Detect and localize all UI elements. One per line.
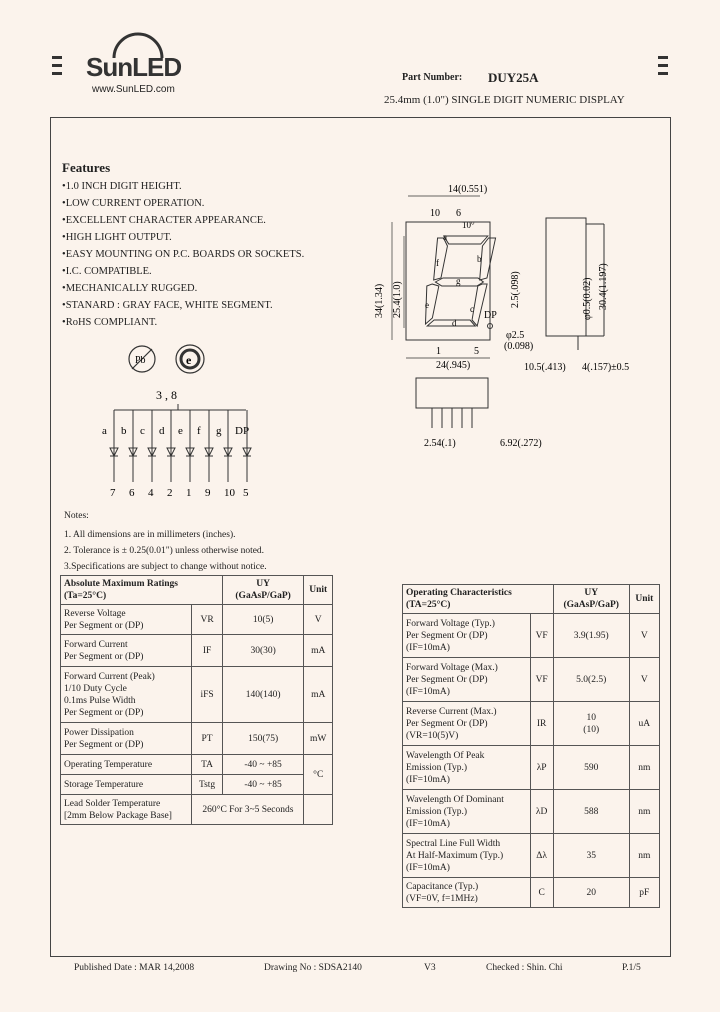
dim-seg-width: 2.5(.098) bbox=[510, 271, 521, 308]
segment-label: e bbox=[178, 425, 183, 437]
table-row bbox=[403, 658, 660, 702]
note-item: 1. All dimensions are in millimeters (inches). bbox=[64, 530, 236, 540]
segment-label: a bbox=[102, 425, 107, 437]
cell-param: Reverse Current (Max.) Per Segment Or (DP) (VR=10(5)V) bbox=[403, 702, 531, 746]
part-number: DUY25A bbox=[488, 70, 539, 85]
cell-param: Capacitance (Typ.) (VF=0V, f=1MHz) bbox=[403, 878, 531, 908]
logo-bars-left-icon bbox=[52, 56, 62, 80]
dim-top-width: 14(0.551) bbox=[448, 184, 488, 195]
feature-item: •EASY MOUNTING ON P.C. BOARDS OR SOCKETS. bbox=[62, 249, 305, 260]
cell-val: 260°C For 3~5 Seconds bbox=[192, 795, 304, 825]
feature-item: •1.0 INCH DIGIT HEIGHT. bbox=[62, 181, 182, 192]
seg-label-b: b bbox=[477, 254, 482, 264]
dim-dp-dia-in: (0.098) bbox=[504, 341, 534, 352]
cell-unit: V bbox=[629, 658, 659, 702]
cell-unit: mA bbox=[304, 667, 333, 723]
dim-side-height: 30.4(1.197) bbox=[598, 263, 609, 310]
cell-val: 588 bbox=[553, 790, 629, 834]
notes-list bbox=[64, 527, 267, 575]
circuit-diagram bbox=[90, 382, 270, 500]
cell-param: Spectral Line Full Width At Half-Maximum (Typ.) (IF=10mA) bbox=[403, 834, 531, 878]
pin-label: 2 bbox=[167, 487, 173, 499]
cell-sym: λD bbox=[530, 790, 553, 834]
feature-item: •MECHANICALLY RUGGED. bbox=[62, 283, 198, 294]
pin-label: 10 bbox=[224, 487, 235, 499]
table-row bbox=[61, 723, 333, 755]
table-row bbox=[61, 795, 333, 825]
cell-unit: V bbox=[304, 605, 333, 635]
dim-tilt: 10° bbox=[462, 220, 475, 230]
checked-by: Checked : Shin. Chi bbox=[486, 963, 563, 973]
seg-label-g: g bbox=[456, 276, 461, 286]
cell-unit: nm bbox=[629, 746, 659, 790]
table-row bbox=[403, 790, 660, 834]
seg-label-a: a bbox=[443, 232, 447, 242]
cell-unit: uA bbox=[629, 702, 659, 746]
cell-param: Wavelength Of Dominant Emission (Typ.) (IF=10mA) bbox=[403, 790, 531, 834]
cell-param: Operating Temperature bbox=[61, 755, 192, 775]
dim-dp-label: DP bbox=[484, 310, 497, 321]
cell-param: Storage Temperature bbox=[61, 775, 192, 795]
features-title: Features bbox=[62, 160, 111, 175]
cell-sym: PT bbox=[192, 723, 222, 755]
cell-param: Wavelength Of Peak Emission (Typ.) (IF=10mA) bbox=[403, 746, 531, 790]
cell-val: 150(75) bbox=[222, 723, 304, 755]
note-item: 3.Specifications are subject to change without notice. bbox=[64, 562, 267, 572]
cell-param: Power Dissipation Per Segment or (DP) bbox=[61, 723, 192, 755]
logo: SunLED bbox=[86, 52, 182, 82]
common-pins: 3 , 8 bbox=[156, 388, 177, 402]
cell-param: Reverse Voltage Per Segment or (DP) bbox=[61, 605, 192, 635]
cell-sym: Δλ bbox=[530, 834, 553, 878]
dim-digit-height: 25.4(1.0) bbox=[392, 281, 403, 318]
cell-sym: TA bbox=[192, 755, 222, 775]
pin-label: 7 bbox=[110, 487, 116, 499]
header-uy: UY (GaAsP/GaP) bbox=[222, 576, 304, 605]
table-row bbox=[61, 755, 333, 775]
cell-sym: λP bbox=[530, 746, 553, 790]
dim-height-total: 34(1.34) bbox=[374, 283, 385, 318]
table-header bbox=[403, 585, 660, 614]
version: V3 bbox=[424, 963, 436, 973]
table-row bbox=[61, 667, 333, 723]
pin-label: 4 bbox=[148, 487, 154, 499]
note-item: 2. Tolerance is ± 0.25(0.01") unless otherwise noted. bbox=[64, 546, 265, 556]
cell-param: Forward Voltage (Typ.) Per Segment Or (DP) (IF=10mA) bbox=[403, 614, 531, 658]
cell-unit: V bbox=[629, 614, 659, 658]
dim-pin5: 5 bbox=[474, 346, 479, 357]
op-char-table bbox=[402, 584, 660, 908]
cell-sym: C bbox=[530, 878, 553, 908]
published-date: Published Date : MAR 14,2008 bbox=[74, 963, 195, 973]
header-uy: UY (GaAsP/GaP) bbox=[553, 585, 629, 614]
feature-item: •LOW CURRENT OPERATION. bbox=[62, 198, 205, 209]
table-header bbox=[61, 576, 333, 605]
cell-unit: mA bbox=[304, 635, 333, 667]
part-number-label: Part Number: bbox=[402, 72, 463, 83]
seg-label-f: f bbox=[436, 258, 439, 268]
website: www.SunLED.com bbox=[92, 84, 175, 95]
header-param: Operating Characteristics (TA=25°C) bbox=[403, 585, 554, 614]
table-row bbox=[403, 878, 660, 908]
segment-label: f bbox=[197, 425, 201, 437]
segment-label: d bbox=[159, 425, 165, 437]
subtitle: 25.4mm (1.0") SINGLE DIGIT NUMERIC DISPLAY bbox=[384, 94, 625, 106]
cell-unit bbox=[304, 795, 333, 825]
dim-pin-pitch: 2.54(.1) bbox=[424, 438, 456, 449]
cell-unit: nm bbox=[629, 834, 659, 878]
cell-val: 10 (10) bbox=[553, 702, 629, 746]
cell-val: 140(140) bbox=[222, 667, 304, 723]
seg-label-d: d bbox=[452, 318, 457, 328]
header-param: Absolute Maximum Ratings (Ta=25°C) bbox=[61, 576, 223, 605]
logo-bars-right-icon bbox=[658, 56, 668, 80]
dim-pin-dia: φ0.5(0.02) bbox=[582, 277, 593, 320]
table-row bbox=[61, 605, 333, 635]
pin-label: 5 bbox=[243, 487, 249, 499]
seg-label-e: e bbox=[425, 300, 429, 310]
cell-sym: IR bbox=[530, 702, 553, 746]
front-view-drawing bbox=[370, 178, 542, 458]
header-unit: Unit bbox=[304, 576, 333, 605]
cell-sym: VR bbox=[192, 605, 222, 635]
dim-pin1: 1 bbox=[436, 346, 441, 357]
cell-unit: nm bbox=[629, 790, 659, 834]
cell-unit: °C bbox=[304, 755, 333, 795]
cell-val: 590 bbox=[553, 746, 629, 790]
recycle-icon bbox=[174, 343, 206, 375]
segment-label: b bbox=[121, 425, 127, 437]
cell-val: -40 ~ +85 bbox=[222, 755, 304, 775]
cell-sym: iFS bbox=[192, 667, 222, 723]
cell-param: Lead Solder Temperature [2mm Below Package Base] bbox=[61, 795, 192, 825]
table-row bbox=[403, 614, 660, 658]
table-row bbox=[61, 635, 333, 667]
cell-val: 5.0(2.5) bbox=[553, 658, 629, 702]
feature-item: •EXCELLENT CHARACTER APPEARANCE. bbox=[62, 215, 266, 226]
dim-side-pin-len: 4(.157)±0.5 bbox=[582, 362, 630, 373]
cell-val: 10(5) bbox=[222, 605, 304, 635]
dim-dp-dia: φ2.5 bbox=[506, 330, 525, 341]
segment-label: DP bbox=[235, 425, 250, 437]
side-view-drawing bbox=[524, 210, 670, 380]
dim-bottom-width: 24(.945) bbox=[436, 360, 471, 371]
features-list bbox=[62, 178, 304, 331]
abs-max-table bbox=[60, 575, 333, 825]
circuit-columns bbox=[102, 410, 251, 499]
cell-val: 3.9(1.95) bbox=[553, 614, 629, 658]
dim-top-right: 6 bbox=[456, 208, 461, 219]
pin-label: 1 bbox=[186, 487, 192, 499]
header-unit: Unit bbox=[629, 585, 659, 614]
table-row bbox=[61, 775, 333, 795]
cell-sym: VF bbox=[530, 614, 553, 658]
pin-label: 6 bbox=[129, 487, 135, 499]
cell-unit: mW bbox=[304, 723, 333, 755]
dim-top-left: 10 bbox=[430, 208, 440, 219]
table-row bbox=[403, 746, 660, 790]
feature-item: •STANARD : GRAY FACE, WHITE SEGMENT. bbox=[62, 300, 273, 311]
feature-item: •RoHS COMPLIANT. bbox=[62, 317, 158, 328]
cell-unit: pF bbox=[629, 878, 659, 908]
table-row bbox=[403, 702, 660, 746]
cell-param: Forward Current Per Segment or (DP) bbox=[61, 635, 192, 667]
pb-free-icon bbox=[126, 343, 158, 375]
feature-item: •I.C. COMPATIBLE. bbox=[62, 266, 152, 277]
cell-val: 35 bbox=[553, 834, 629, 878]
recycle-text: e bbox=[186, 353, 192, 367]
cell-val: -40 ~ +85 bbox=[222, 775, 304, 795]
dim-row-spacing: 6.92(.272) bbox=[500, 438, 542, 449]
cell-val: 30(30) bbox=[222, 635, 304, 667]
cell-sym: Tstg bbox=[192, 775, 222, 795]
dim-side-depth: 10.5(.413) bbox=[524, 362, 566, 373]
cell-sym: VF bbox=[530, 658, 553, 702]
cell-param: Forward Voltage (Max.) Per Segment Or (DP) (IF=10mA) bbox=[403, 658, 531, 702]
cell-sym: IF bbox=[192, 635, 222, 667]
pin-label: 9 bbox=[205, 487, 211, 499]
seg-label-c: c bbox=[470, 304, 474, 314]
pb-text: Pb bbox=[135, 355, 146, 366]
feature-item: •HIGH LIGHT OUTPUT. bbox=[62, 232, 172, 243]
drawing-number: Drawing No : SDSA2140 bbox=[264, 963, 362, 973]
page-number: P.1/5 bbox=[622, 963, 641, 973]
cell-param: Forward Current (Peak) 1/10 Duty Cycle 0.1ms Pulse Width Per Segment or (DP) bbox=[61, 667, 192, 723]
notes-title: Notes: bbox=[64, 511, 89, 521]
table-row bbox=[403, 834, 660, 878]
cell-val: 20 bbox=[553, 878, 629, 908]
segment-label: g bbox=[216, 425, 222, 437]
segment-label: c bbox=[140, 425, 145, 437]
